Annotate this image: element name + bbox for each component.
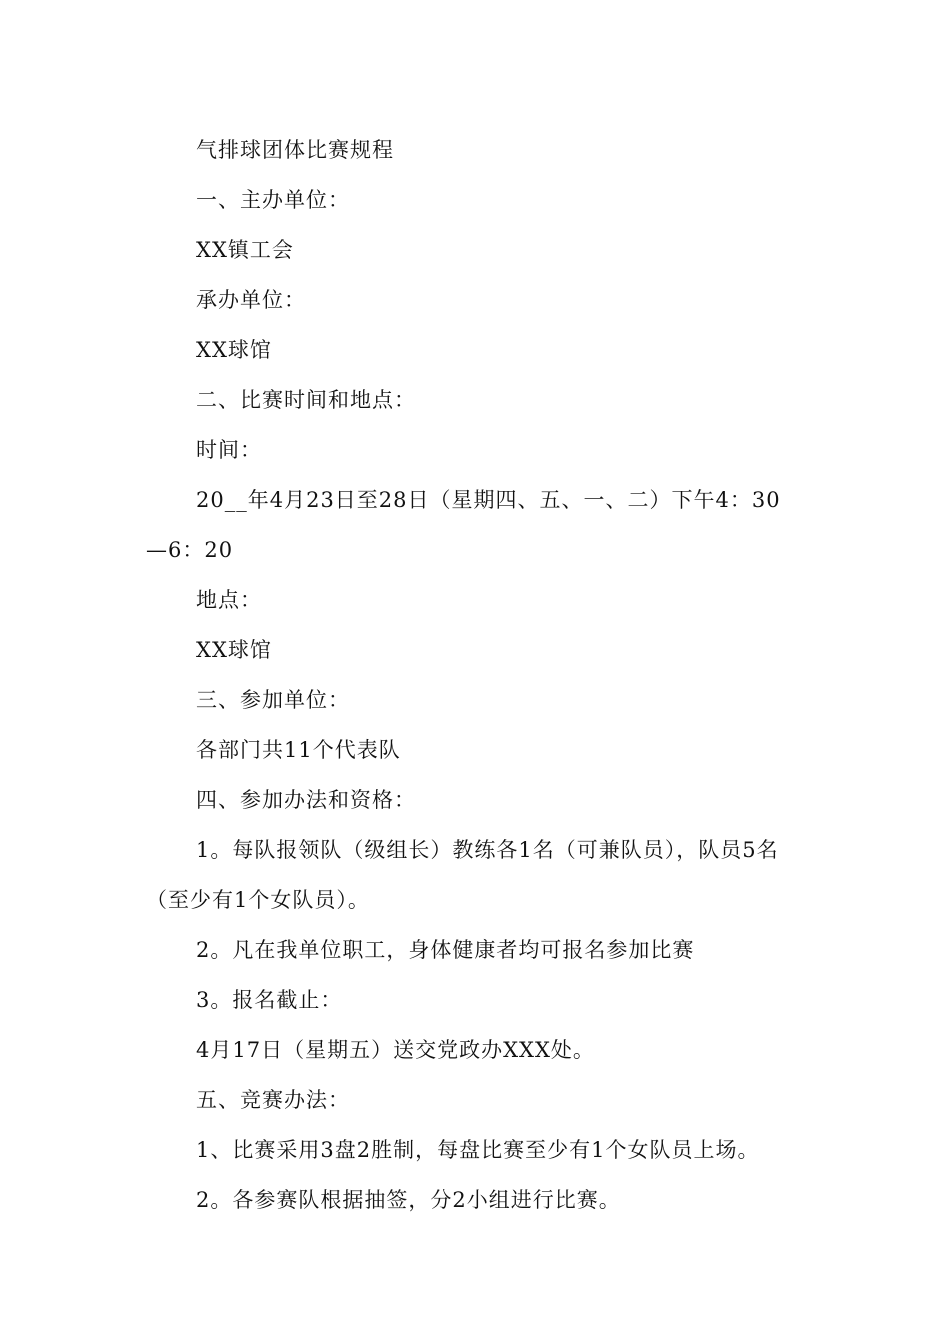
- paragraph-line: XX镇工会: [196, 238, 294, 262]
- section-heading-organizer: 一、主办单位：: [196, 188, 350, 212]
- paragraph-line: 时间：: [196, 438, 262, 462]
- paragraph-line: 承办单位：: [196, 288, 306, 312]
- paragraph-line: XX球馆: [196, 338, 272, 362]
- paragraph-line-continuation: —6：20: [146, 538, 234, 562]
- paragraph-line: 1、比赛采用3盘2胜制，每盘比赛至少有1个女队员上场。: [196, 1138, 760, 1162]
- paragraph-line: 4月17日（星期五）送交党政办XXX处。: [196, 1038, 595, 1062]
- paragraph-line: 1。每队报领队（级组长）教练各1名（可兼队员），队员5名: [196, 838, 779, 862]
- document-title: 气排球团体比赛规程: [196, 138, 394, 162]
- paragraph-line: XX球馆: [196, 638, 272, 662]
- section-heading-time-location: 二、比赛时间和地点：: [196, 388, 416, 412]
- section-heading-competition-method: 五、竞赛办法：: [196, 1088, 350, 1112]
- paragraph-line: 地点：: [196, 588, 262, 612]
- paragraph-line: 20__年4月23日至28日（星期四、五、一、二）下午4：30: [196, 488, 781, 512]
- paragraph-line: 2。各参赛队根据抽签，分2小组进行比赛。: [196, 1188, 621, 1212]
- section-heading-eligibility: 四、参加办法和资格：: [196, 788, 416, 812]
- paragraph-line: 2。凡在我单位职工，身体健康者均可报名参加比赛: [196, 938, 695, 962]
- paragraph-line: 各部门共11个代表队: [196, 738, 401, 762]
- paragraph-line-continuation: （至少有1个女队员）。: [146, 888, 370, 912]
- paragraph-line: 3。报名截止：: [196, 988, 343, 1012]
- section-heading-participants: 三、参加单位：: [196, 688, 350, 712]
